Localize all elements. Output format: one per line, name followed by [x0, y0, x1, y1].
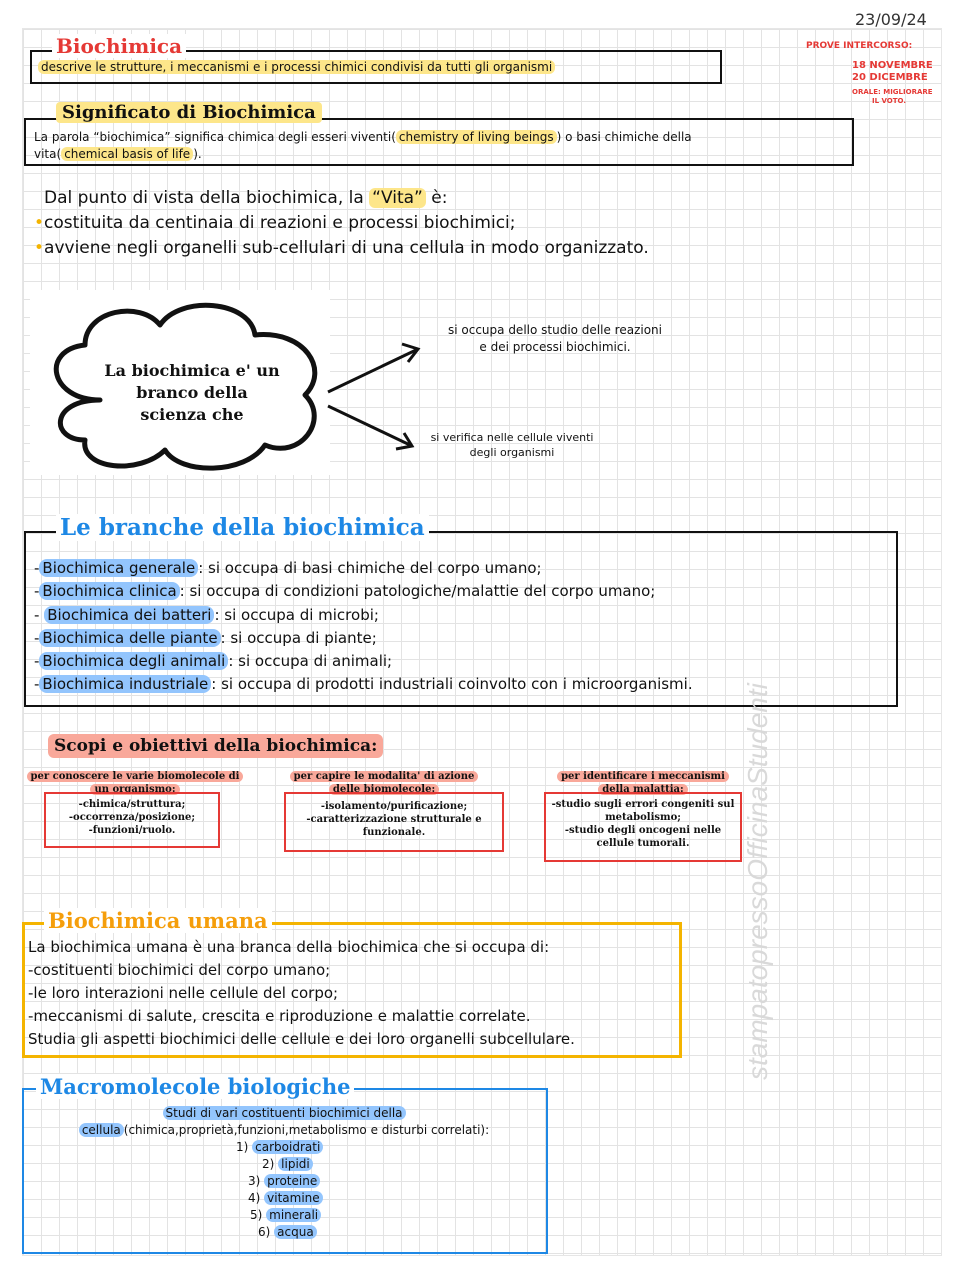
watermark: stampatopressoOfficinaStudenti [742, 683, 773, 1080]
cloud-branch2-line1: si verifica nelle cellule viventi [430, 431, 594, 444]
macro-item: 5) minerali [250, 1207, 390, 1224]
macro-title: Macromolecole biologiche [36, 1074, 354, 1099]
macro-item: 3) proteine [248, 1173, 390, 1190]
macro-item: 1) carboidrati [236, 1139, 390, 1156]
cloud-branch2-line2: degli organismi [469, 446, 555, 459]
branca-item: - Biochimica generale : si occupa di basi chimiche del corpo umano; [34, 559, 542, 577]
cloud-branch2 [412, 430, 612, 460]
branche-title: Le branche della biochimica [56, 514, 429, 541]
cloud-text [92, 360, 292, 426]
cloud-line2: branco della [136, 383, 248, 402]
vita-intro-a: Dal punto di vista della biochimica, la [44, 188, 370, 208]
vita-section: Dal punto di vista della biochimica, la “Vita” è: •costituita da centinaia di reazioni e processi biochimici; •avviene negli organelli sub-cellulari di una cellula in modo organizzato. [34, 188, 649, 258]
significato-title: Significato di Biochimica [56, 102, 322, 123]
scopi-col1-box: -chimica/struttura; -occorrenza/posizione; -funzioni/ruolo. [44, 792, 220, 848]
scopi-col3-box: -studio sugli errori congeniti sul metabolismo; -studio degli oncogeni nelle cellule tumorali. [544, 792, 742, 862]
significato-line1-a: La parola “biochimica” significa chimica degli esseri viventi( [34, 130, 396, 144]
scopi-col2-caption: per capire le modalita' di azione delle biomolecole: [284, 770, 484, 796]
vita-intro-b: è: [425, 188, 448, 208]
branca-name: Biochimica clinica [39, 582, 179, 600]
cloud-line3: scienza che [140, 405, 244, 424]
branca-name: Biochimica generale [39, 559, 198, 577]
biochimica-definition-wrap [38, 60, 555, 74]
macro-intro-line1: Studi di vari costituenti biochimici della [163, 1106, 406, 1120]
side-note-line2: IL VOTO. [872, 97, 906, 105]
macro-intro-rest: (chimica,proprietà,funzioni,metabolismo e disturbi correlati): [123, 1123, 490, 1137]
branca-item: - Biochimica delle piante : si occupa di piante; [34, 628, 377, 647]
umana-lines [28, 936, 575, 1051]
macro-list [190, 1139, 390, 1241]
significato-line2-b: ). [193, 147, 202, 161]
scopi-title: Scopi e obiettivi della biochimica: [48, 734, 383, 758]
branca-name: Biochimica degli animali [39, 652, 228, 670]
cloud-branch1-line2: e dei processi biochimici. [479, 340, 631, 354]
significato-line1-b: ) o basi chimiche della [556, 130, 692, 144]
cloud-line1: La biochimica e' un [104, 361, 280, 380]
side-note [806, 40, 936, 106]
scopi-col3-caption: per identificare i meccanismi della malattia: [548, 770, 738, 796]
macro-intro-hl: cellula [79, 1123, 124, 1137]
vita-bullet1: costituita da centinaia di reazioni e processi biochimici; [44, 213, 516, 233]
branche-list [34, 557, 693, 697]
cloud-branch1-line1: si occupa dello studio delle reazioni [447, 323, 662, 337]
date: 23/09/24 [855, 10, 927, 29]
biochimica-title: Biochimica [52, 34, 186, 58]
branca-item: - Biochimica industriale : si occupa di prodotti industriali coinvolto con i microorganismi. [34, 675, 693, 694]
umana-line: -meccanismi di salute, crescita e riproduzione e malattie correlate. [28, 1007, 531, 1025]
cloud-branch1 [420, 322, 690, 356]
branca-item: - Biochimica clinica : si occupa di condizioni patologiche/malattie del corpo umano; [34, 582, 656, 601]
branca-name: Biochimica delle piante [39, 629, 220, 647]
branca-item: - Biochimica degli animali : si occupa di animali; [34, 652, 393, 671]
vita-intro-hl: “Vita” [369, 188, 426, 208]
side-note-title: PROVE INTERCORSO: [806, 41, 913, 51]
branca-name: Biochimica dei batteri [44, 606, 214, 624]
side-note-line1: ORALE: MIGLIORARE [852, 88, 933, 96]
significato-line2-a: vita( [34, 147, 62, 161]
umana-line: Studia gli aspetti biochimici delle cellule e dei loro organelli subcellulare. [28, 1030, 575, 1048]
branca-item: - Biochimica dei batteri : si occupa di microbi; [34, 605, 379, 624]
scopi-col1-caption: per conoscere le varie biomolecole di un organismo: [24, 770, 246, 796]
significato-text [34, 129, 844, 163]
scopi-col2-box: -isolamento/purificazione; -caratterizzazione strutturale e funzionale. [284, 792, 504, 852]
macro-intro [24, 1105, 544, 1139]
significato-line2-hl: chemical basis of life [61, 147, 193, 161]
umana-line: La biochimica umana è una branca della biochimica che si occupa di: [28, 938, 550, 956]
umana-title: Biochimica umana [44, 908, 272, 933]
umana-line: -costituenti biochimici del corpo umano; [28, 961, 331, 979]
branca-name: Biochimica industriale [39, 675, 211, 693]
vita-bullet2: avviene negli organelli sub-cellulari di una cellula in modo organizzato. [44, 238, 649, 258]
macro-item: 2) lipidi [262, 1156, 390, 1173]
side-note-date1: 18 NOVEMBRE [852, 60, 933, 71]
biochimica-definition: descrive le strutture, i meccanismi e i processi chimici condivisi da tutti gli organismi [38, 60, 555, 74]
umana-line: -le loro interazioni nelle cellule del corpo; [28, 984, 339, 1002]
macro-item: 4) vitamine [248, 1190, 390, 1207]
macro-item: 6) acqua [258, 1224, 390, 1241]
significato-line1-hl: chemistry of living beings [396, 130, 557, 144]
side-note-date2: 20 DICEMBRE [852, 72, 928, 83]
